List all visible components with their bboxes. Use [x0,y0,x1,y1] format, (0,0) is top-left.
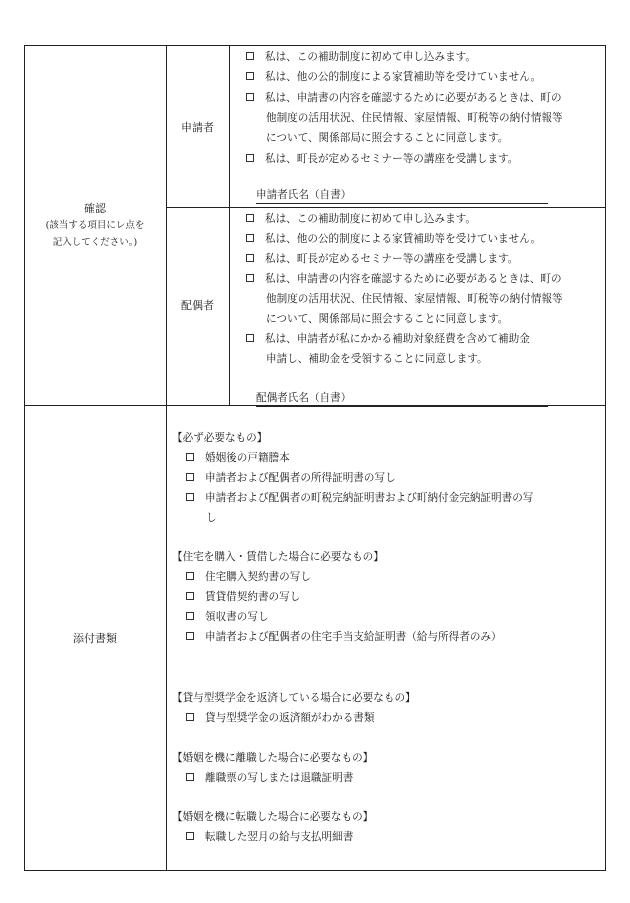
spouse-item-3[interactable] [246,249,518,269]
attachments-label: 添付書類 [73,632,117,645]
item-text: 領収書の写し [205,611,269,623]
column-divider-1 [166,45,167,871]
section-resignation-heading: 【婚姻を機に離職した場合に必要なもの】 [172,752,374,764]
jobchange-item-1[interactable] [186,827,353,847]
checkbox-icon[interactable] [246,154,254,162]
housing-item-2[interactable] [186,587,300,607]
spouse-label: 配偶者 [181,299,214,312]
section-housing-heading: 【住宅を購入・賃借した場合に必要なもの】 [172,551,384,563]
checkbox-icon[interactable] [186,453,194,461]
required-item-1[interactable] [186,448,290,468]
applicant-item-4[interactable] [246,149,518,169]
item-text: 申請者および配偶者の町税完納証明書および町納付金完納証明書の写 [205,492,534,504]
confirm-label-cell [24,200,166,251]
applicant-item-3-cont-1: 他制度の活用状況、住民情報、家屋情報、町税等の納付情報等 [266,112,563,124]
checkbox-icon[interactable] [246,234,254,242]
column-divider-2 [229,45,230,405]
item-text: 住宅購入契約書の写し [205,571,311,583]
checkbox-icon[interactable] [186,572,194,580]
resignation-item-1[interactable] [186,768,353,788]
checkbox-icon[interactable] [246,274,254,282]
item-text: 申請者および配偶者の住宅手当支給証明書（給与所得者のみ） [205,631,502,643]
section-jobchange-heading: 【婚姻を機に転職した場合に必要なもの】 [172,811,374,823]
spouse-signature-label: 配偶者氏名（自書） [256,392,352,404]
item-text: 私は、他の公的制度による家賃補助等を受けていません。 [265,71,542,83]
housing-item-3[interactable] [186,607,269,627]
checkbox-icon[interactable] [186,493,194,501]
item-text: 私は、他の公的制度による家賃補助等を受けていません。 [265,233,542,245]
spouse-signature-field[interactable] [256,390,548,407]
item-text: 申請者および配偶者の所得証明書の写し [205,472,396,484]
confirm-note-2: 記入してください。) [52,237,138,248]
required-item-2[interactable] [186,468,396,488]
item-text: 婚姻後の戸籍謄本 [205,452,290,464]
spouse-item-5[interactable] [246,329,530,349]
required-item-3[interactable] [186,488,533,508]
checkbox-icon[interactable] [246,72,254,80]
item-text: 私は、町長が定めるセミナー等の講座を受講します。 [265,153,519,165]
applicant-item-3-cont-2: について、関係部局に照会することに同意します。 [266,132,509,144]
item-text: 私は、町長が定めるセミナー等の講座を受講します。 [265,253,519,265]
item-text: 転職した翌月の給与支払明細書 [205,831,354,843]
section-required-heading: 【必ず必要なもの】 [172,432,268,444]
section-scholarship-heading: 【貸与型奨学金を返済している場合に必要なもの】 [172,692,416,704]
checkbox-icon[interactable] [186,473,194,481]
checkbox-icon[interactable] [186,592,194,600]
housing-item-1[interactable] [186,567,311,587]
spouse-item-4[interactable] [246,269,562,289]
checkbox-icon[interactable] [186,632,194,640]
spouse-item-4-cont-1: 他制度の活用状況、住民情報、家屋情報、町税等の納付情報等 [266,293,563,305]
row-divider-applicant-spouse [166,207,606,208]
item-text: 私は、申請者が私にかかる補助対象経費を含めて補助金 [265,333,530,345]
applicant-item-2[interactable] [246,67,541,87]
item-text: 私は、この補助制度に初めて申し込みます。 [265,213,477,225]
item-text: 私は、この補助制度に初めて申し込みます。 [265,51,477,63]
checkbox-icon[interactable] [186,713,194,721]
checkbox-icon[interactable] [246,52,254,60]
scholarship-item-1[interactable] [186,708,375,728]
applicant-item-3[interactable] [246,88,562,108]
spouse-item-2[interactable] [246,229,541,249]
required-item-3-cont: し [206,512,217,524]
checkbox-icon[interactable] [186,773,194,781]
checkbox-icon[interactable] [246,254,254,262]
item-text: 貸与型奨学金の返済額がわかる書類 [205,712,375,724]
item-text: 私は、申請書の内容を確認するために必要があるときは、町の [265,273,562,285]
checkbox-icon[interactable] [246,93,254,101]
confirm-label: 確認 [84,202,106,215]
spouse-item-5-cont: 申請し、補助金を受領することに同意します。 [266,353,488,365]
applicant-signature-label: 申請者氏名（自書） [256,189,352,201]
checkbox-icon[interactable] [246,334,254,342]
checkbox-icon[interactable] [186,612,194,620]
confirm-note-1: (該当する項目にレ点を [45,220,145,231]
housing-item-4[interactable] [186,627,502,647]
item-text: 離職票の写しまたは退職証明書 [205,772,354,784]
applicant-item-1[interactable] [246,47,476,67]
applicant-label: 申請者 [181,121,214,134]
checkbox-icon[interactable] [246,214,254,222]
item-text: 私は、申請書の内容を確認するために必要があるときは、町の [265,92,562,104]
applicant-signature-field[interactable] [256,187,548,204]
item-text: 賃貸借契約書の写し [205,591,301,603]
spouse-item-1[interactable] [246,209,476,229]
checkbox-icon[interactable] [186,832,194,840]
spouse-item-4-cont-2: について、関係部局に照会することに同意します。 [266,313,509,325]
